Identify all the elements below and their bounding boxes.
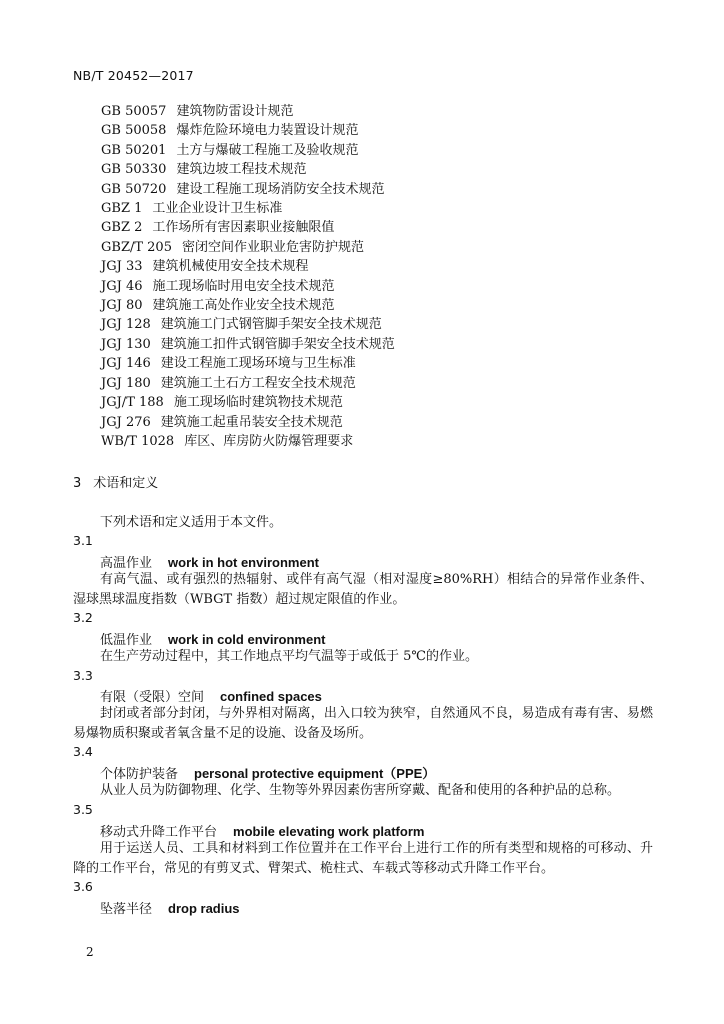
section-title: 术语和定义 <box>93 476 159 491</box>
reference-item <box>101 296 395 315</box>
term-chinese: 坠落半径 <box>100 902 153 917</box>
reference-code: JGJ 80 <box>101 298 143 314</box>
reference-item <box>101 160 395 179</box>
term-english: drop radius <box>168 901 240 916</box>
reference-item <box>101 141 395 160</box>
reference-title: 土方与爆破工程施工及验收规范 <box>176 142 359 158</box>
term-english: work in hot environment <box>168 555 319 570</box>
reference-code: JGJ 33 <box>101 259 143 275</box>
term-english: mobile elevating work platform <box>233 824 425 839</box>
reference-title: 建筑物防雷设计规范 <box>176 104 294 119</box>
term-chinese: 移动式升降工作平台 <box>100 825 218 840</box>
section-heading <box>73 472 158 491</box>
term-definition: 有高气温、或有强烈的热辐射、或伴有高气湿（相对湿度≥80%RH）相结合的异常作业条件、湿球黑球温度指数（WBGT 指数）超过规定限值的作业。 <box>73 572 653 607</box>
reference-item <box>101 199 395 218</box>
reference-code: JGJ/T 188 <box>101 395 164 411</box>
reference-item <box>101 218 395 237</box>
document-header-code: NB/T 20452—2017 <box>73 68 194 83</box>
term-english: work in cold environment <box>168 632 326 647</box>
reference-code: JGJ 180 <box>101 375 151 391</box>
reference-item <box>101 335 395 354</box>
reference-title: 建筑施工起重吊装安全技术规范 <box>160 414 343 430</box>
term-number: 3.4 <box>73 744 93 759</box>
reference-code: GBZ 2 <box>101 220 143 236</box>
term-title <box>100 686 322 705</box>
term-number: 3.6 <box>73 879 93 894</box>
page-number: 2 <box>86 945 94 959</box>
term-definition: 从业人员为防御物理、化学、生物等外界因素伤害所穿戴、配备和使用的各种护品的总称。 <box>100 783 621 798</box>
reference-code: GB 50720 <box>101 181 167 197</box>
reference-title: 建筑边坡工程技术规范 <box>176 162 307 178</box>
reference-title: 工业企业设计卫生标准 <box>152 201 283 217</box>
reference-code: GB 50058 <box>101 123 167 139</box>
reference-code: JGJ 130 <box>101 336 151 352</box>
reference-item <box>101 413 395 432</box>
term-definition: 用于运送人员、工具和材料到工作位置并在工作平台上进行工作的所有类型和规格的可移动、升降的工作平台，常见的有剪叉式、臂架式、桅柱式、车载式等移动式升降工作平台。 <box>73 841 653 876</box>
reference-title: 爆炸危险环境电力装置设计规范 <box>176 123 359 139</box>
reference-code: JGJ 128 <box>101 317 151 333</box>
reference-title: 施工现场临时建筑物技术规范 <box>173 395 343 411</box>
reference-code: GB 50057 <box>101 104 167 119</box>
term-title <box>100 763 435 782</box>
reference-title: 建筑施工土石方工程安全技术规范 <box>160 375 356 391</box>
reference-title: 库区、库房防火防爆管理要求 <box>184 433 354 449</box>
reference-code: GB 50201 <box>101 142 167 158</box>
term-title <box>100 821 424 840</box>
reference-item <box>101 121 395 140</box>
term-english: personal protective equipment（PPE） <box>194 766 436 781</box>
reference-code: GBZ/T 205 <box>101 239 172 255</box>
section-intro: 下列术语和定义适用于本文件。 <box>100 515 283 530</box>
term-number: 3.2 <box>73 610 93 625</box>
reference-code: WB/T 1028 <box>101 433 175 449</box>
reference-item <box>101 257 395 276</box>
term-definition: 在生产劳动过程中，其工作地点平均气温等于或低于 5℃的作业。 <box>100 649 478 664</box>
term-number: 3.1 <box>73 533 93 548</box>
reference-title: 建设工程施工现场消防安全技术规范 <box>176 181 385 197</box>
reference-title: 密闭空间作业职业危害防护规范 <box>181 239 364 255</box>
reference-item <box>101 238 395 257</box>
reference-code: GB 50330 <box>101 162 167 178</box>
reference-code: JGJ 146 <box>101 356 151 372</box>
term-chinese: 有限（受限）空间 <box>100 690 205 705</box>
reference-item <box>101 432 395 451</box>
reference-title: 建筑施工高处作业安全技术规范 <box>152 298 335 314</box>
reference-title: 建筑机械使用安全技术规程 <box>152 259 309 275</box>
reference-title: 工作场所有害因素职业接触限值 <box>152 220 335 236</box>
term-english: confined spaces <box>220 689 322 704</box>
reference-title: 建筑施工扣件式钢管脚手架安全技术规范 <box>160 336 395 352</box>
term-chinese: 高温作业 <box>100 556 153 571</box>
normative-references-list <box>101 102 395 451</box>
term-title <box>100 898 240 917</box>
section-number: 3 <box>73 476 82 491</box>
reference-item <box>101 354 395 373</box>
reference-item <box>101 315 395 334</box>
term-chinese: 个体防护装备 <box>100 767 179 782</box>
reference-item <box>101 393 395 412</box>
term-number: 3.5 <box>73 802 93 817</box>
reference-item <box>101 277 395 296</box>
term-title <box>100 629 325 648</box>
term-title <box>100 552 319 571</box>
term-definition: 封闭或者部分封闭，与外界相对隔离，出入口较为狭窄，自然通风不良，易造成有毒有害、易燃易爆物质积聚或者氧含量不足的设施、设备及场所。 <box>73 706 653 741</box>
reference-code: JGJ 276 <box>101 414 151 430</box>
reference-item <box>101 102 395 121</box>
term-number: 3.3 <box>73 668 93 683</box>
reference-code: JGJ 46 <box>101 278 143 294</box>
reference-code: GBZ 1 <box>101 201 143 217</box>
reference-title: 建筑施工门式钢管脚手架安全技术规范 <box>160 317 382 333</box>
term-chinese: 低温作业 <box>100 633 153 648</box>
reference-title: 建设工程施工现场环境与卫生标准 <box>160 356 356 372</box>
reference-item <box>101 374 395 393</box>
reference-item <box>101 180 395 199</box>
reference-title: 施工现场临时用电安全技术规范 <box>152 278 335 294</box>
